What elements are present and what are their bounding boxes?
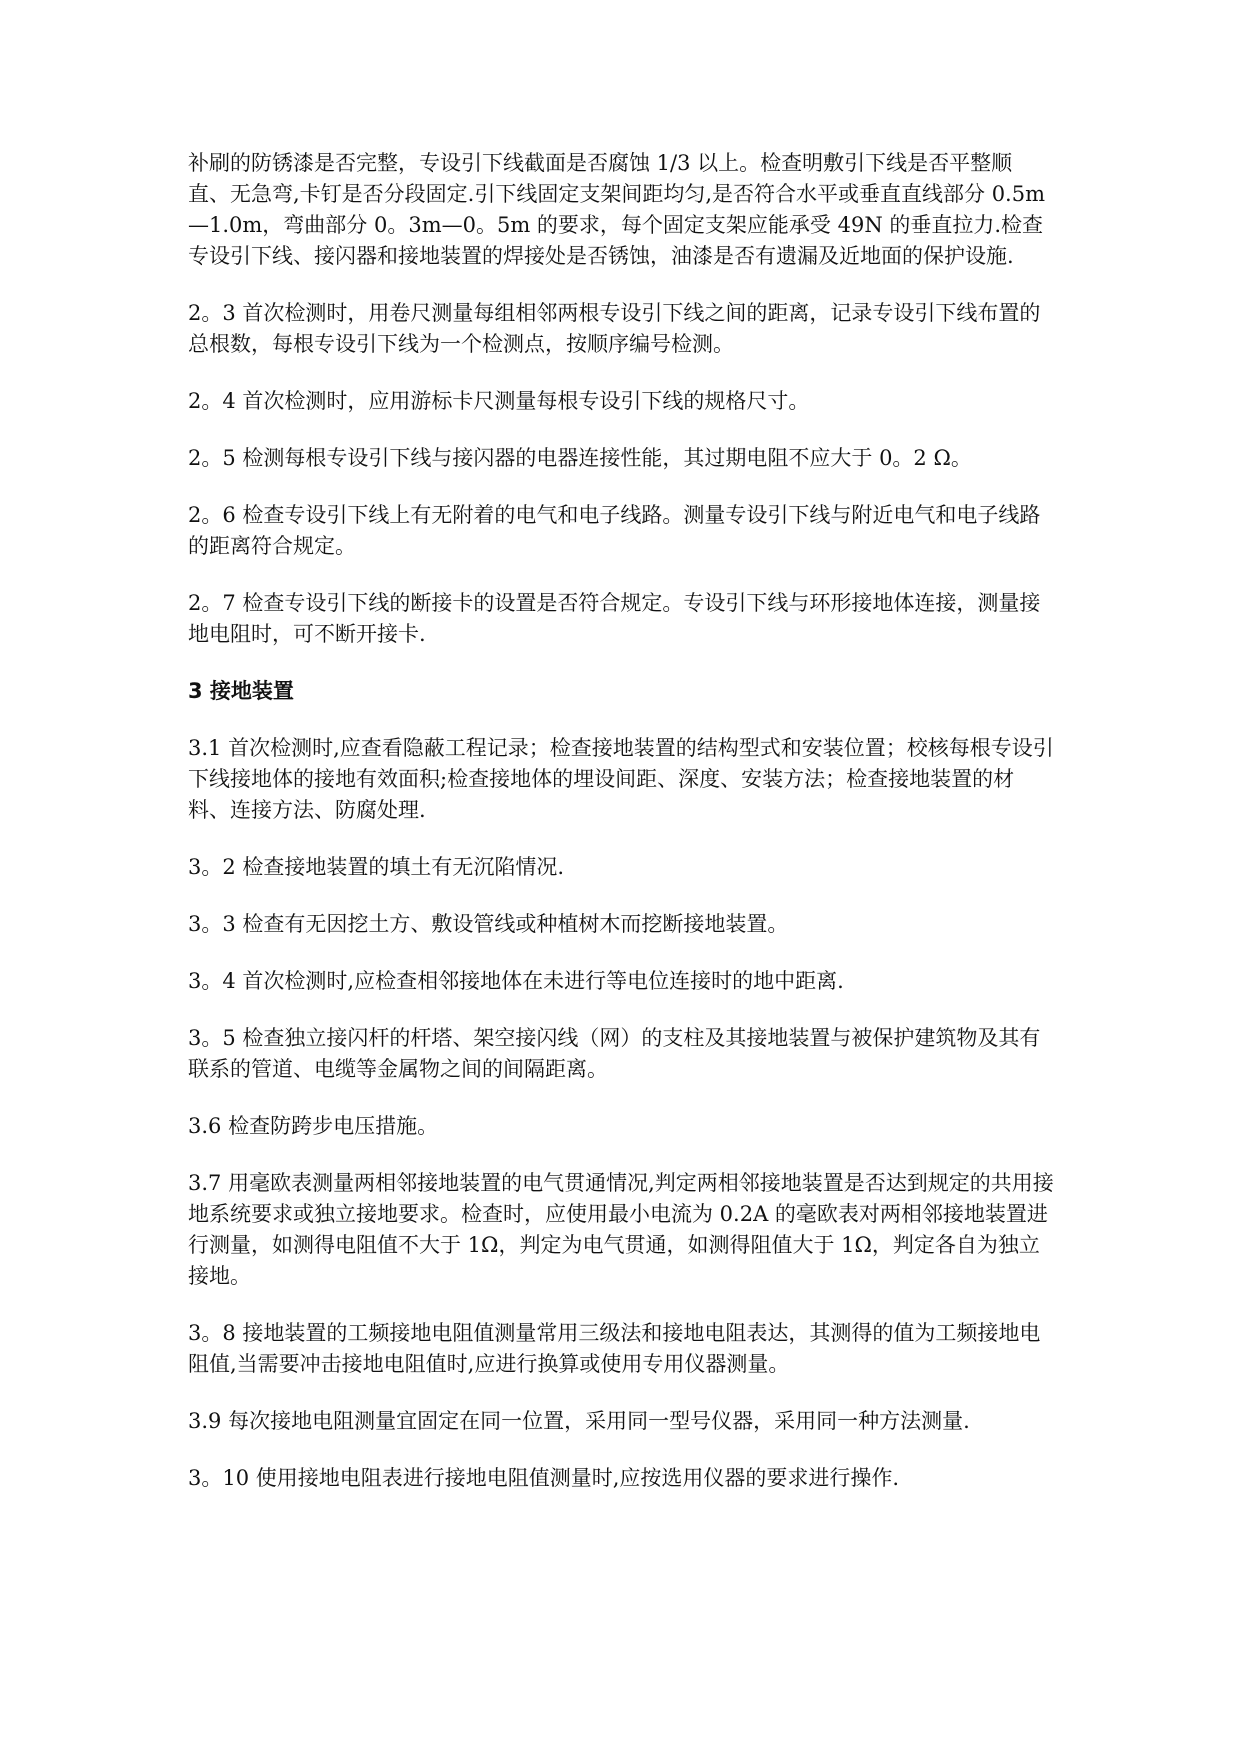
paragraph-3-10: 3。10 使用接地电阻表进行接地电阻值测量时,应按选用仪器的要求进行操作. (188, 1466, 900, 1490)
paragraph-3-7: 3.7 用毫欧表测量两相邻接地装置的电气贯通情况,判定两相邻接地装置是否达到规定的共用接地系统要求或独立接地要求。检查时，应使用最小电流为 0.2A 的毫欧表对两相邻接地装置进行测量，如测得电阻值不大于 1Ω，判定为电气贯通，如测得阻值大于 1Ω，判定各自为独立接地。 (188, 1171, 1054, 1288)
paragraph-2-5: 2。5 检测每根专设引下线与接闪器的电器连接性能，其过期电阻不应大于 0。2 Ω。 (188, 446, 972, 470)
section-3-heading: 3 接地装置 (188, 679, 294, 703)
paragraph-2-2-continued: 补刷的防锈漆是否完整，专设引下线截面是否腐蚀 1/3 以上。检查明敷引下线是否平整顺直、无急弯,卡钉是否分段固定.引下线固定支架间距均匀,是否符合水平或垂直直线部分 0.5m—1.0m，弯曲部分 0。3m—0。5m 的要求，每个固定支架应能承受 49N 的垂直拉力.检查专设引下线、接闪器和接地装置的焊接处是否锈蚀，油漆是否有遗漏及近地面的保护设施. (188, 151, 1046, 268)
paragraph-2-7: 2。7 检查专设引下线的断接卡的设置是否符合规定。专设引下线与环形接地体连接，测量接地电阻时，可不断开接卡. (188, 591, 1041, 646)
paragraph-3-5: 3。5 检查独立接闪杆的杆塔、架空接闪线（网）的支柱及其接地装置与被保护建筑物及其有联系的管道、电缆等金属物之间的间隔距离。 (188, 1026, 1041, 1081)
paragraph-3-2: 3。2 检查接地装置的填土有无沉陷情况. (188, 855, 565, 879)
paragraph-3-8: 3。8 接地装置的工频接地电阻值测量常用三级法和接地电阻表达，其测得的值为工频接地电阻值,当需要冲击接地电阻值时,应进行换算或使用专用仪器测量。 (188, 1321, 1041, 1376)
paragraph-3-9: 3.9 每次接地电阻测量宜固定在同一位置，采用同一型号仪器，采用同一种方法测量. (188, 1409, 970, 1433)
paragraph-2-6: 2。6 检查专设引下线上有无附着的电气和电子线路。测量专设引下线与附近电气和电子线路的距离符合规定。 (188, 503, 1041, 558)
paragraph-2-4: 2。4 首次检测时，应用游标卡尺测量每根专设引下线的规格尺寸。 (188, 389, 810, 413)
paragraph-3-1: 3.1 首次检测时,应查看隐蔽工程记录；检查接地装置的结构型式和安装位置；校核每根专设引下线接地体的接地有效面积;检查接地体的埋设间距、深度、安装方法；检查接地装置的材料、连接方法、防腐处理. (188, 736, 1054, 822)
paragraph-2-3: 2。3 首次检测时，用卷尺测量每组相邻两根专设引下线之间的距离，记录专设引下线布置的总根数，每根专设引下线为一个检测点，按顺序编号检测。 (188, 301, 1041, 356)
paragraph-3-3: 3。3 检查有无因挖土方、敷设管线或种植树木而挖断接地装置。 (188, 912, 789, 936)
document-page (188, 148, 1054, 1520)
paragraph-3-4: 3。4 首次检测时,应检查相邻接地体在未进行等电位连接时的地中距离. (188, 969, 844, 993)
paragraph-3-6: 3.6 检查防跨步电压措施。 (188, 1114, 439, 1138)
